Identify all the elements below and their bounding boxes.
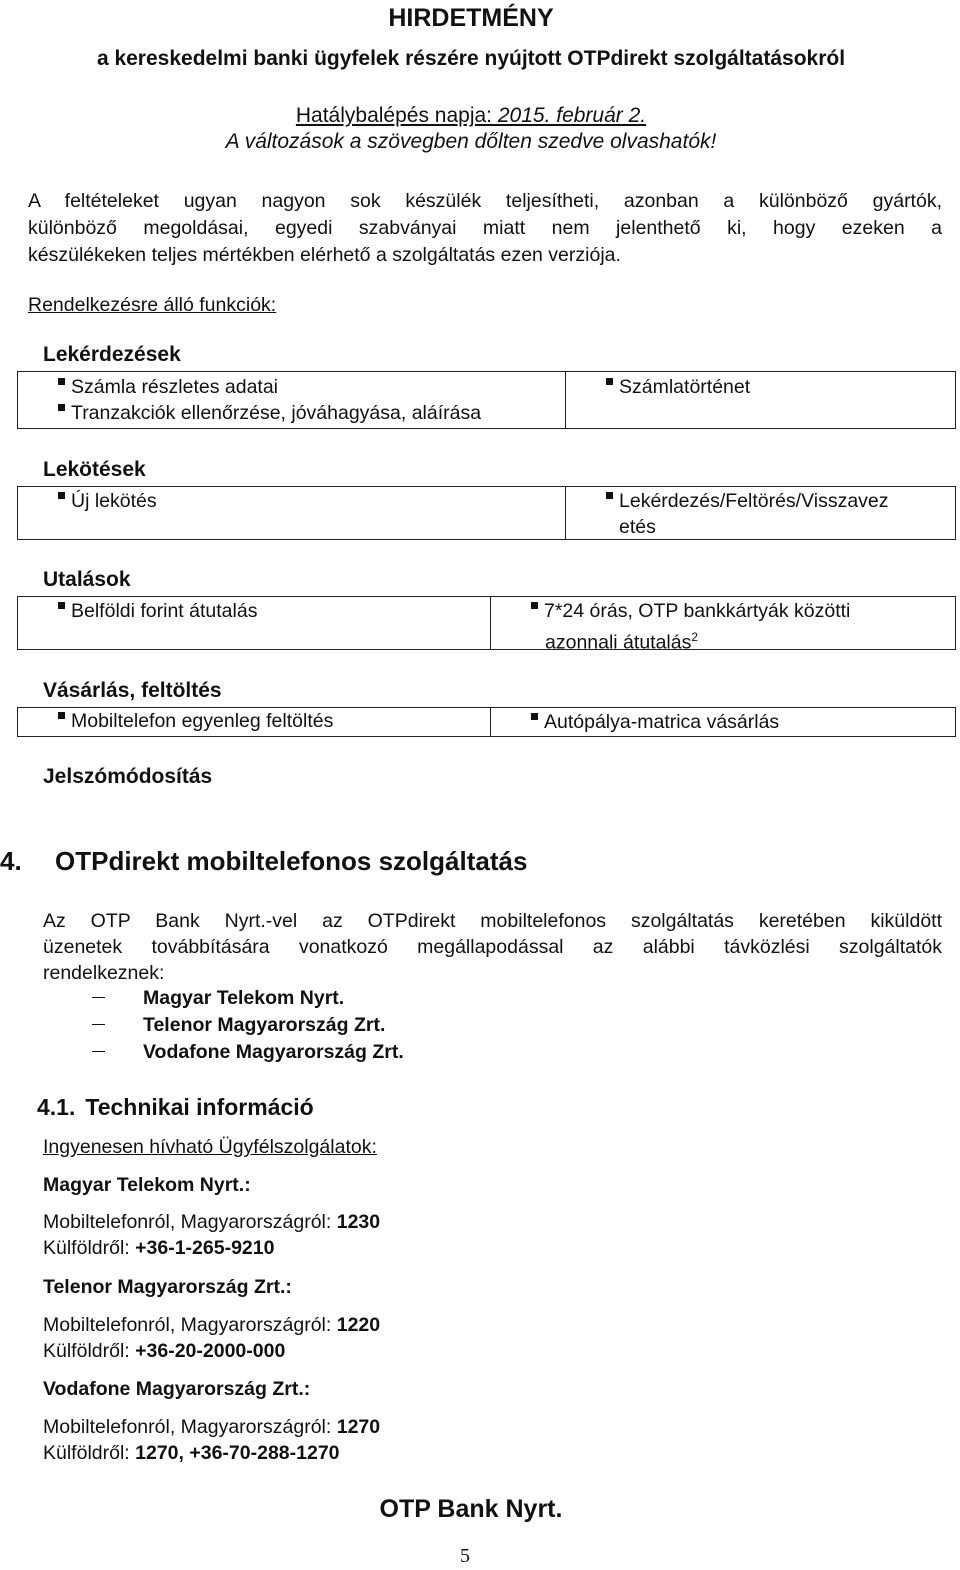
intro-paragraph	[28, 188, 942, 269]
abroad-number-line: Külföldről: +36-1-265-9210	[43, 1237, 275, 1259]
section-4-paragraph	[43, 908, 942, 986]
function-item: Autópálya-matrica vásárlás	[531, 709, 779, 735]
dash-bullet-icon	[92, 1051, 105, 1053]
bullet-square-icon	[58, 404, 65, 411]
function-item: Számla részletes adatai	[58, 374, 278, 400]
section-4-line-1: Az OTP Bank Nyrt.-vel az OTPdirekt mobiltelefonos szolgáltatás keretében kiküldött	[43, 910, 942, 932]
category-title-queries: Lekérdezések	[43, 343, 181, 366]
functions-label: Rendelkezésre álló funkciók:	[28, 294, 277, 316]
bullet-square-icon	[58, 492, 65, 499]
function-item: Tranzakciók ellenőrzése, jóváhagyása, aláírása	[58, 400, 481, 426]
bullet-square-icon	[58, 378, 65, 385]
intro-line-1: A feltételeket ugyan nagyon sok készülék teljesítheti, azonban a különböző gyártók,	[28, 190, 942, 212]
category-title-transfers: Utalások	[43, 568, 131, 591]
function-item: Belföldi forint átutalás	[58, 598, 257, 624]
provider-list-item: Magyar Telekom Nyrt.	[92, 987, 344, 1010]
change-notice: A változások a szövegben dőlten szedve olvashatók!	[225, 130, 717, 153]
section-4-line-2: üzenetek továbbítására vonatkozó megállapodással az alábbi távközlési szolgáltatók	[43, 936, 942, 958]
page-number: 5	[460, 1545, 470, 1567]
provider-list-item: Vodafone Magyarország Zrt.	[92, 1041, 404, 1064]
provider-heading-telekom: Magyar Telekom Nyrt.:	[43, 1174, 251, 1196]
intro-line-2: különböző megoldásai, egyedi szabványai miatt nem jelenthető ki, hogy ezeken a	[28, 217, 942, 239]
effective-date-label: Hatálybalépés napja:	[295, 104, 493, 127]
mobile-number-line: Mobiltelefonról, Magyarországról: 1270	[43, 1416, 381, 1438]
provider-heading-telenor: Telenor Magyarország Zrt.:	[43, 1276, 292, 1298]
function-item-continuation: azonnali átutalás$^2$	[545, 630, 699, 654]
category-title-purchases: Vásárlás, feltöltés	[43, 679, 222, 702]
effective-date-line	[0, 104, 942, 128]
section-4-number: 4.	[0, 846, 22, 876]
bullet-square-icon	[606, 492, 613, 499]
abroad-number-line: Külföldről: +36-20-2000-000	[43, 1340, 286, 1362]
section-4-line-3: rendelkeznek:	[43, 962, 165, 984]
function-item: 7*24 órás, OTP bankkártyák közötti	[531, 598, 850, 624]
footnote-marker: 2	[691, 630, 699, 644]
mobile-number-line: Mobiltelefonról, Magyarországról: 1220	[43, 1314, 381, 1336]
function-item-continuation: etés	[619, 516, 656, 538]
dash-bullet-icon	[92, 1024, 105, 1026]
section-4-1-number: 4.1.	[37, 1094, 76, 1120]
function-item: Lekérdezés/Feltörés/Visszavez	[606, 488, 889, 514]
customer-service-label: Ingyenesen hívható Ügyfélszolgálatok:	[43, 1136, 377, 1158]
bullet-square-icon	[531, 713, 538, 720]
effective-date-value: 2015. február 2.	[492, 104, 647, 127]
function-item: Mobiltelefon egyenleg feltöltés	[58, 708, 333, 734]
function-item: Új lekötés	[58, 488, 157, 514]
category-title-password-change: Jelszómódosítás	[43, 765, 213, 788]
bullet-square-icon	[531, 602, 538, 609]
intro-line-3: készülékeken teljes mértékben elérhető a szolgáltatás ezen verziója.	[28, 244, 621, 266]
bullet-square-icon	[58, 602, 65, 609]
mobile-number-line: Mobiltelefonról, Magyarországról: 1230	[43, 1211, 381, 1233]
provider-list-item: Telenor Magyarország Zrt.	[92, 1014, 385, 1037]
provider-heading-vodafone: Vodafone Magyarország Zrt.:	[43, 1378, 311, 1400]
function-item: Számlatörténet	[606, 374, 750, 400]
section-4-heading	[0, 846, 700, 880]
document-title: HIRDETMÉNY	[388, 4, 554, 32]
footer-company: OTP Bank Nyrt.	[379, 1495, 563, 1523]
abroad-number-line: Külföldről: 1270, +36-70-288-1270	[43, 1442, 340, 1464]
document-subtitle: a kereskedelmi banki ügyfelek részére nyújtott OTPdirekt szolgáltatásokról	[96, 47, 846, 70]
bullet-square-icon	[58, 712, 65, 719]
bullet-square-icon	[606, 378, 613, 385]
section-4-1-title: Technikai információ	[85, 1094, 314, 1120]
section-4-title: OTPdirekt mobiltelefonos szolgáltatás	[55, 846, 528, 876]
category-title-deposits: Lekötések	[43, 458, 146, 481]
section-4-1-heading	[37, 1094, 314, 1121]
dash-bullet-icon	[92, 997, 105, 999]
